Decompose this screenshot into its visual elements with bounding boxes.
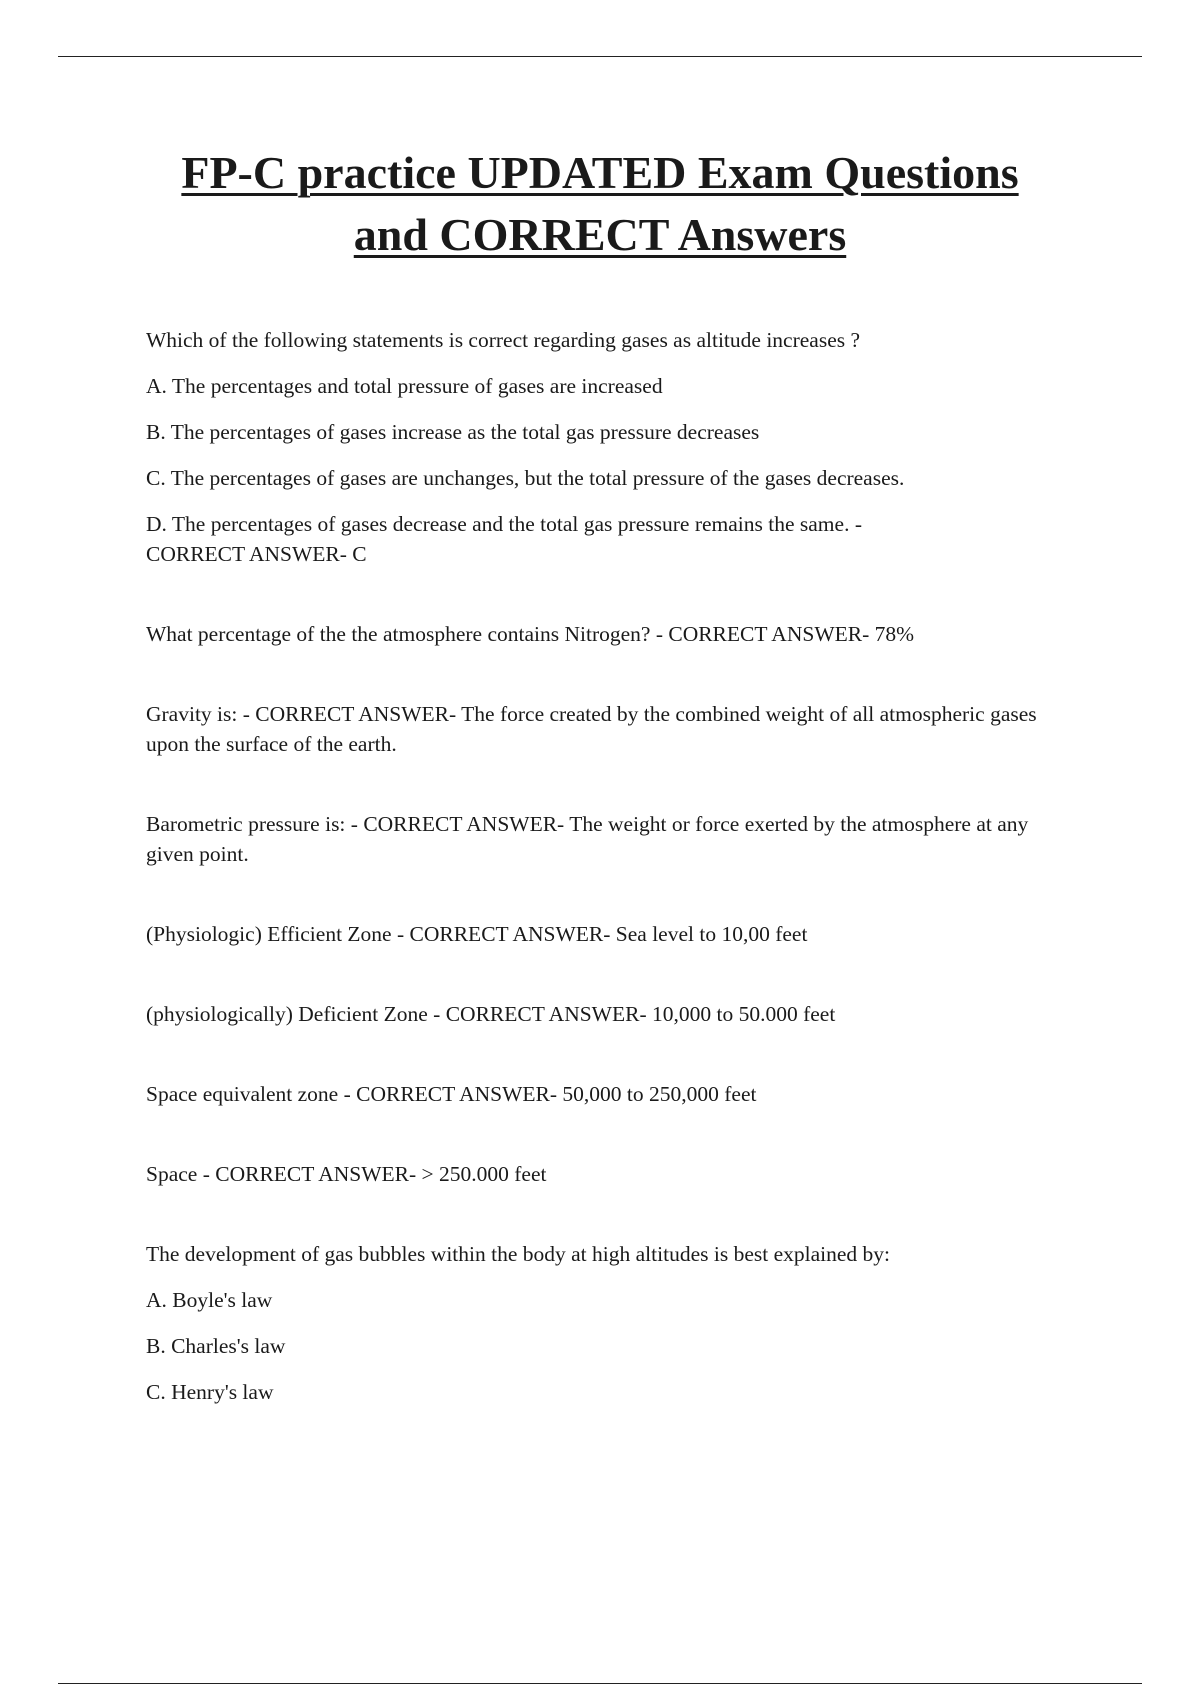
question-item: (physiologically) Deficient Zone - CORRECT ANSWER- 10,000 to 50.000 feet (146, 1002, 836, 1026)
title-line-2: and CORRECT Answers (353, 209, 847, 260)
document-title (0, 142, 1200, 266)
answer-option-b: B. The percentages of gases increase as the total gas pressure decreases (146, 420, 760, 444)
header-rule (58, 56, 1142, 57)
title-line-1: FP-C practice UPDATED Exam Questions (181, 147, 1019, 198)
question-item: What percentage of the the atmosphere contains Nitrogen? - CORRECT ANSWER- 78% (146, 622, 915, 646)
answer-option-a: A. Boyle's law (146, 1288, 273, 1312)
answer-option-c: C. The percentages of gases are unchanges, but the total pressure of the gases decreases. (146, 466, 905, 490)
question-item: Space equivalent zone - CORRECT ANSWER- 50,000 to 250,000 feet (146, 1082, 757, 1106)
footer-rule (58, 1683, 1142, 1684)
answer-option-c: C. Henry's law (146, 1380, 274, 1404)
answer-option-b: B. Charles's law (146, 1334, 286, 1358)
question-item: Barometric pressure is: - CORRECT ANSWER- The weight or force exerted by the atmosphere at any given point. (146, 812, 1029, 866)
question-block (146, 325, 1046, 569)
question-block (146, 1239, 1046, 1407)
question-item: (Physiologic) Efficient Zone - CORRECT ANSWER- Sea level to 10,00 feet (146, 922, 808, 946)
question-stem: The development of gas bubbles within the body at high altitudes is best explained by: (146, 1242, 890, 1266)
question-item: Space - CORRECT ANSWER- > 250.000 feet (146, 1162, 547, 1186)
document-body (146, 325, 1046, 1423)
correct-answer: CORRECT ANSWER- C (146, 542, 367, 566)
question-item: Gravity is: - CORRECT ANSWER- The force created by the combined weight of all atmospheric gases upon the surface of the earth. (146, 702, 1037, 756)
answer-option-d: D. The percentages of gases decrease and the total gas pressure remains the same. - (146, 512, 862, 536)
question-stem: Which of the following statements is correct regarding gases as altitude increases ? (146, 328, 861, 352)
answer-option-a: A. The percentages and total pressure of gases are increased (146, 374, 663, 398)
